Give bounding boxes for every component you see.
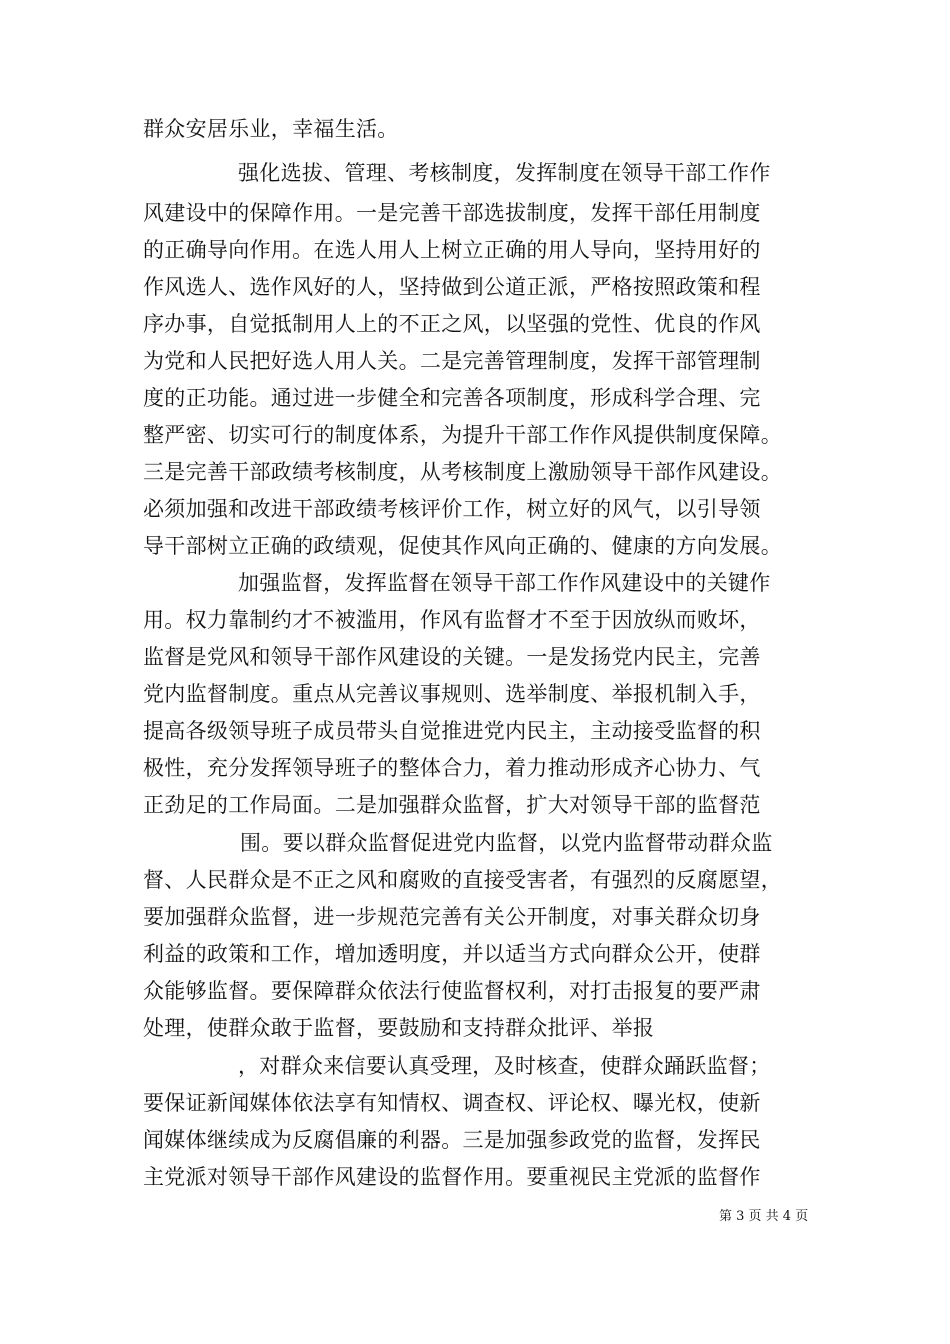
body-text-line: 闻媒体继续成为反腐倡廉的利器。三是加强参政党的监督，发挥民	[143, 1128, 761, 1152]
body-text-line: 正劲足的工作局面。二是加强群众监督，扩大对领导干部的监督范	[143, 793, 761, 817]
body-text-line: 督、人民群众是不正之风和腐败的直接受害者，有强烈的反腐愿望，	[143, 868, 782, 892]
body-text-line: 作风选人、选作风好的人，坚持做到公道正派，严格按照政策和程	[143, 275, 761, 299]
body-text-line: 提高各级领导班子成员带头自觉推进党内民主，主动接受监督的积	[143, 719, 761, 743]
body-text-line: 为党和人民把好选人用人关。二是完善管理制度，发挥干部管理制	[143, 349, 761, 373]
body-text-line: ，对群众来信要认真受理，及时核查，使群众踊跃监督；	[238, 1054, 771, 1078]
body-text-line: 极性，充分发挥领导班子的整体合力，着力推动形成齐心协力、气	[143, 756, 761, 780]
body-text-line: 强化选拔、管理、考核制度，发挥制度在领导干部工作作	[238, 161, 771, 185]
body-text-line: 加强监督，发挥监督在领导干部工作作风建设中的关键作	[238, 571, 771, 595]
body-text-line: 众能够监督。要保障群众依法行使监督权利，对打击报复的要严肃	[143, 979, 761, 1003]
body-text-line: 整严密、切实可行的制度体系，为提升干部工作作风提供制度保障。	[143, 423, 782, 447]
body-text-line: 风建设中的保障作用。一是完善干部选拔制度，发挥干部任用制度	[143, 201, 761, 225]
body-text-line: 三是完善干部政绩考核制度，从考核制度上激励领导干部作风建设。	[143, 460, 782, 484]
body-text-line: 党内监督制度。重点从完善议事规则、选举制度、举报机制入手，	[143, 682, 761, 706]
body-text-line: 导干部树立正确的政绩观，促使其作风向正确的、健康的方向发展。	[143, 534, 782, 558]
body-text-line: 群众安居乐业，幸福生活。	[143, 117, 399, 141]
body-text-line: 监督是党风和领导干部作风建设的关键。一是发扬党内民主，完善	[143, 645, 761, 669]
page-number-footer: 第 3 页 共 4 页	[719, 1209, 809, 1224]
body-text-line: 必须加强和改进干部政绩考核评价工作，树立好的风气，以引导领	[143, 497, 761, 521]
body-text-line: 的正确导向作用。在选人用人上树立正确的用人导向，坚持用好的	[143, 238, 761, 262]
body-text-line: 序办事，自觉抵制用人上的不正之风，以坚强的党性、优良的作风	[143, 312, 761, 336]
body-text-line: 围。要以群众监督促进党内监督，以党内监督带动群众监	[240, 831, 773, 855]
body-text-line: 主党派对领导干部作风建设的监督作用。要重视民主党派的监督作	[143, 1165, 761, 1189]
body-text-line: 要保证新闻媒体依法享有知情权、调查权、评论权、曝光权，使新	[143, 1091, 761, 1115]
body-text-line: 要加强群众监督，进一步规范完善有关公开制度，对事关群众切身	[143, 905, 761, 929]
body-text-line: 利益的政策和工作，增加透明度，并以适当方式向群众公开，使群	[143, 942, 761, 966]
body-text-line: 度的正功能。通过进一步健全和完善各项制度，形成科学合理、完	[143, 386, 761, 410]
body-text-line: 用。权力靠制约才不被滥用，作风有监督才不至于因放纵而败坏，	[143, 608, 761, 632]
body-text-line: 处理，使群众敢于监督，要鼓励和支持群众批评、举报	[143, 1016, 655, 1040]
